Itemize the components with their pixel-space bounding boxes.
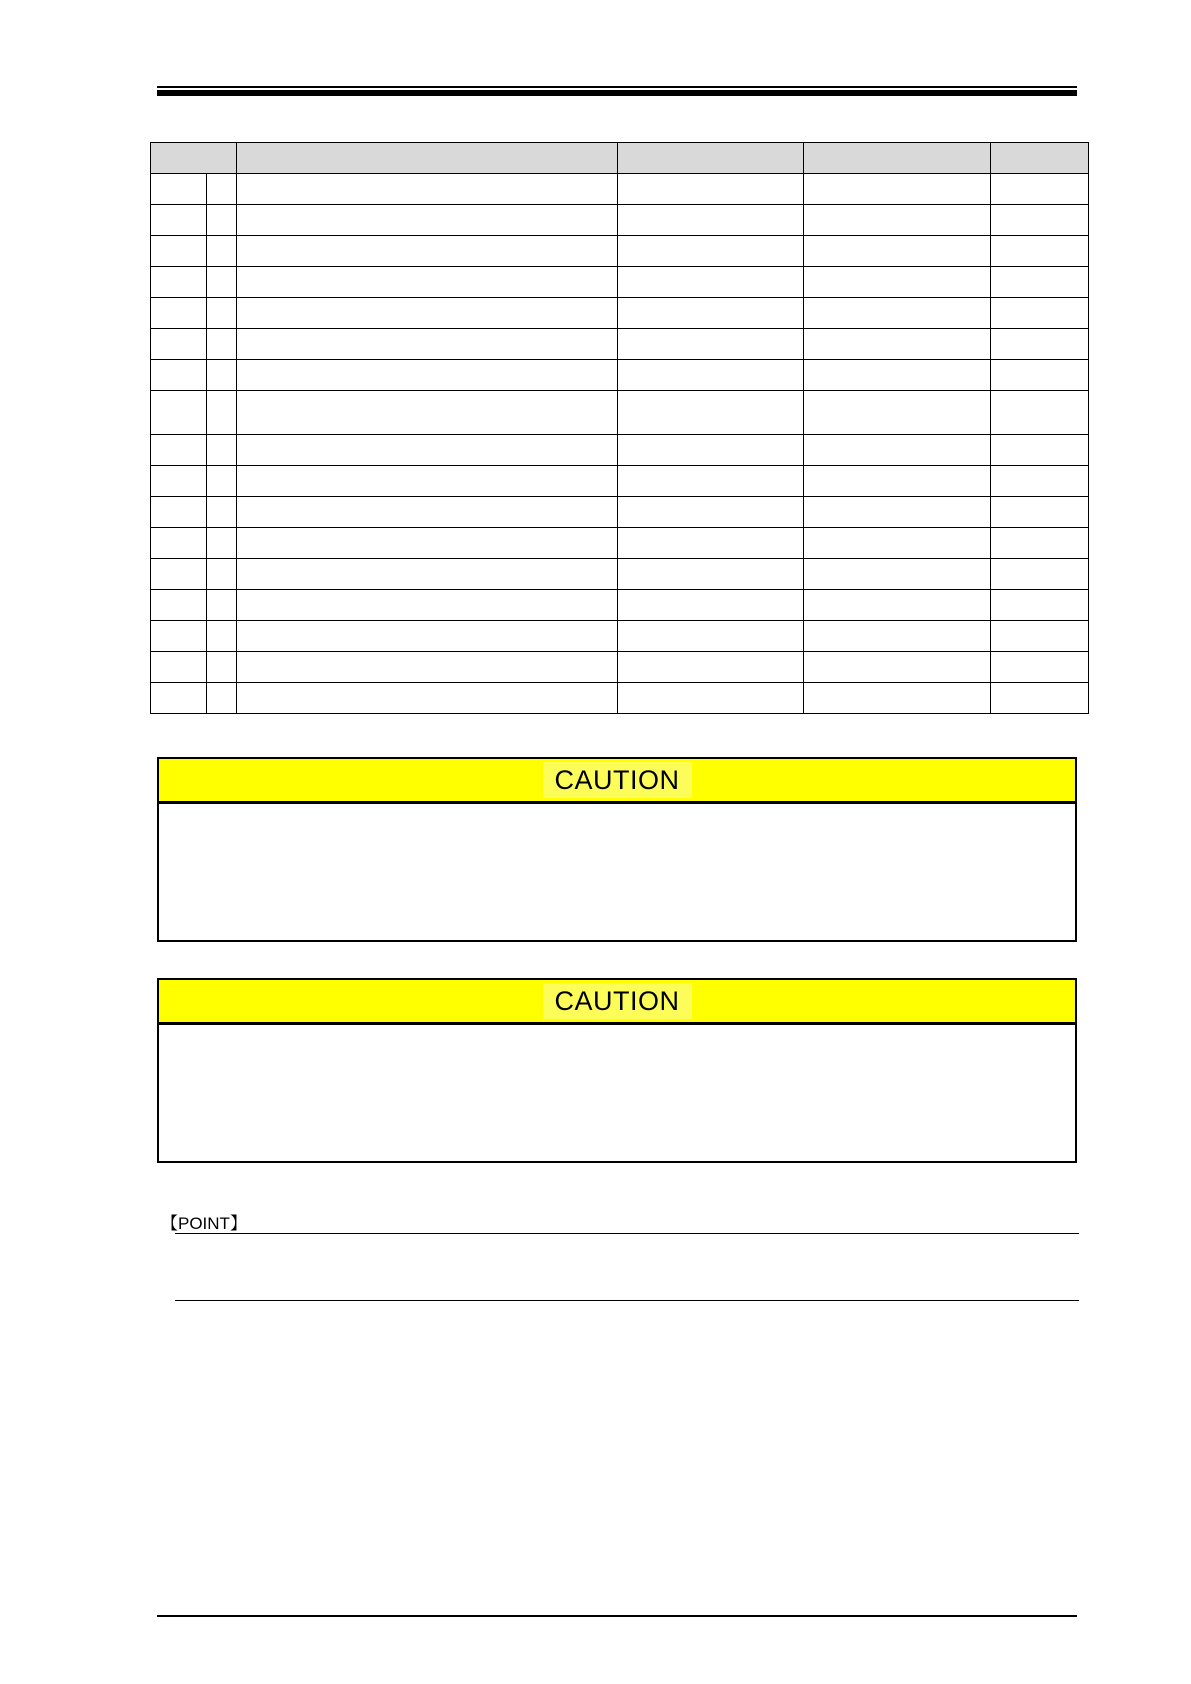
table-cell — [991, 683, 1089, 714]
table-cell — [991, 329, 1089, 360]
table-cell — [207, 528, 237, 559]
table-cell — [991, 497, 1089, 528]
table-cell — [151, 236, 207, 267]
table-cell — [804, 267, 991, 298]
table-cell — [804, 652, 991, 683]
table-cell — [207, 435, 237, 466]
table-header-row — [151, 143, 1089, 174]
table-row — [151, 236, 1089, 267]
table-cell — [207, 466, 237, 497]
table-cell — [237, 559, 618, 590]
table-cell — [237, 391, 618, 435]
table-cell — [237, 621, 618, 652]
table-cell — [991, 621, 1089, 652]
header-rule — [157, 86, 1077, 88]
caution-label: CAUTION — [543, 762, 692, 798]
table-cell — [237, 174, 618, 205]
table-cell — [804, 236, 991, 267]
table-row — [151, 621, 1089, 652]
table-cell — [237, 360, 618, 391]
table-cell — [151, 683, 207, 714]
table-cell — [237, 528, 618, 559]
table-cell — [991, 652, 1089, 683]
table-cell — [151, 652, 207, 683]
table-cell — [618, 360, 804, 391]
table-cell — [991, 391, 1089, 435]
table-cell — [237, 652, 618, 683]
table-cell — [207, 360, 237, 391]
table-cell — [618, 621, 804, 652]
table-header-cell — [237, 143, 618, 174]
table-cell — [237, 329, 618, 360]
table-cell — [991, 466, 1089, 497]
table-cell — [804, 391, 991, 435]
table-header-cell — [804, 143, 991, 174]
table-cell — [151, 466, 207, 497]
table-cell — [151, 205, 207, 236]
table-row — [151, 497, 1089, 528]
table-row — [151, 652, 1089, 683]
table-cell — [618, 559, 804, 590]
table-cell — [618, 435, 804, 466]
table-row — [151, 360, 1089, 391]
table-row — [151, 267, 1089, 298]
table-cell — [237, 435, 618, 466]
table-cell — [991, 528, 1089, 559]
table-cell — [151, 621, 207, 652]
table-cell — [618, 652, 804, 683]
table-cell — [804, 466, 991, 497]
table-cell — [237, 267, 618, 298]
table-cell — [804, 360, 991, 391]
table-cell — [237, 497, 618, 528]
table-cell — [804, 590, 991, 621]
table-cell — [151, 497, 207, 528]
table-cell — [237, 298, 618, 329]
table-cell — [151, 391, 207, 435]
table-cell — [618, 205, 804, 236]
table-cell — [207, 329, 237, 360]
table-cell — [618, 528, 804, 559]
table-cell — [207, 621, 237, 652]
table-cell — [618, 391, 804, 435]
table-cell — [151, 590, 207, 621]
caution-box — [157, 978, 1077, 1163]
table-cell — [991, 236, 1089, 267]
table-cell — [618, 683, 804, 714]
table-cell — [804, 329, 991, 360]
table-cell — [618, 329, 804, 360]
table-cell — [804, 435, 991, 466]
table-cell — [991, 360, 1089, 391]
caution-box — [157, 757, 1077, 942]
table-cell — [618, 497, 804, 528]
table-cell — [151, 435, 207, 466]
table-cell — [237, 236, 618, 267]
table-cell — [804, 298, 991, 329]
table-cell — [618, 466, 804, 497]
table-cell — [618, 298, 804, 329]
table-cell — [237, 590, 618, 621]
table-cell — [804, 205, 991, 236]
caution-header — [159, 759, 1075, 804]
table-cell — [207, 652, 237, 683]
table-cell — [618, 267, 804, 298]
table-cell — [151, 559, 207, 590]
table-header-cell — [618, 143, 804, 174]
table-cell — [207, 559, 237, 590]
table-cell — [237, 683, 618, 714]
table-row — [151, 205, 1089, 236]
table-cell — [991, 559, 1089, 590]
table-cell — [618, 590, 804, 621]
table-cell — [804, 559, 991, 590]
table-row — [151, 391, 1089, 435]
table-row — [151, 528, 1089, 559]
table-cell — [237, 205, 618, 236]
table-cell — [207, 590, 237, 621]
table-row — [151, 590, 1089, 621]
point-label: 【POINT】 — [161, 1214, 247, 1233]
table-cell — [151, 360, 207, 391]
table-cell — [207, 683, 237, 714]
table-cell — [991, 298, 1089, 329]
table-cell — [151, 329, 207, 360]
table-cell — [151, 528, 207, 559]
table-cell — [151, 298, 207, 329]
table-cell — [207, 174, 237, 205]
table-header-cell — [151, 143, 237, 174]
caution-header — [159, 980, 1075, 1025]
header-rule-thick — [157, 90, 1077, 96]
table-cell — [991, 435, 1089, 466]
table-row — [151, 559, 1089, 590]
table-cell — [207, 497, 237, 528]
table-cell — [618, 236, 804, 267]
table-cell — [207, 236, 237, 267]
table-cell — [991, 174, 1089, 205]
table-row — [151, 683, 1089, 714]
table-cell — [804, 174, 991, 205]
table-header-cell — [991, 143, 1089, 174]
caution-label: CAUTION — [543, 983, 692, 1019]
table-cell — [151, 267, 207, 298]
table-cell — [207, 205, 237, 236]
table-cell — [804, 621, 991, 652]
table-row — [151, 466, 1089, 497]
footer-rule — [157, 1615, 1077, 1617]
table-cell — [804, 497, 991, 528]
table-cell — [237, 466, 618, 497]
table-cell — [151, 174, 207, 205]
table-cell — [991, 205, 1089, 236]
table-cell — [991, 267, 1089, 298]
table-cell — [804, 528, 991, 559]
point-bottom-rule — [175, 1300, 1079, 1301]
table-cell — [207, 267, 237, 298]
table-cell — [207, 298, 237, 329]
table-row — [151, 435, 1089, 466]
table-row — [151, 174, 1089, 205]
table-cell — [618, 174, 804, 205]
spec-table — [150, 142, 1089, 714]
table-cell — [991, 590, 1089, 621]
table-cell — [804, 683, 991, 714]
table-cell — [207, 391, 237, 435]
point-top-rule — [175, 1233, 1079, 1234]
table-row — [151, 298, 1089, 329]
table-row — [151, 329, 1089, 360]
